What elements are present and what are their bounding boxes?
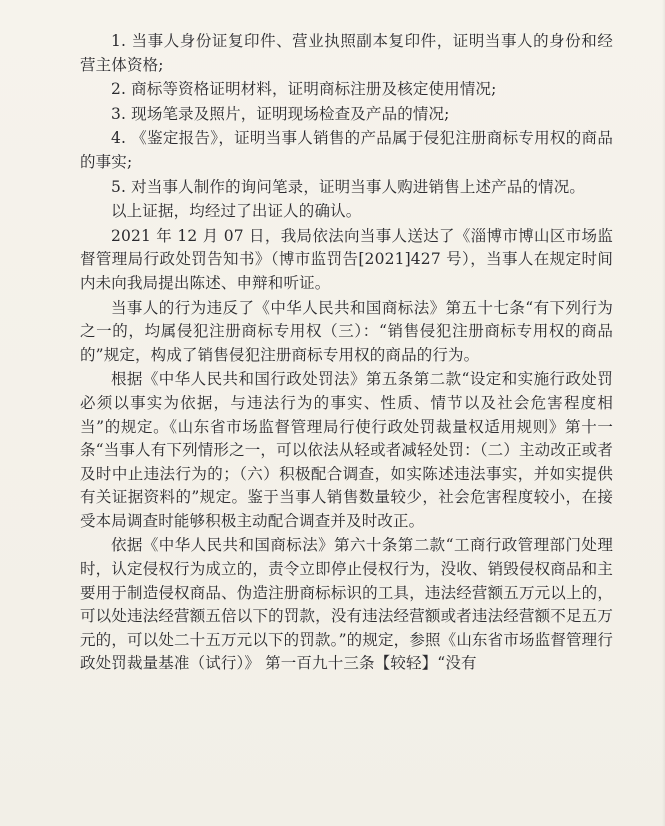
evidence-item-1: 1. 当事人身份证复印件、营业执照副本复印件，证明当事人的身份和经营主体资格; bbox=[80, 32, 613, 74]
penalty-basis-paragraph: 依据《中华人民共和国商标法》第六十条第二款“工商行政管理部门处理时，认定侵权行为成立的，责令立即停止侵权行为，没收、销毁侵权商品和主要用于制造侵权商品、伪造注册商标标识的工具，违法经营额五万元以上的，可以处违法经营额五倍以下的罚款，没有违法经营额或者违法经营额不足五万元的，可以处二十五万元以下的罚款。”的规定，参照《山东省市场监督管理行政处罚裁量基准（试行）》 第一百九十三条【较轻】“没有 bbox=[80, 536, 613, 673]
evidence-item-2: 2. 商标等资格证明材料，证明商标注册及核定使用情况; bbox=[111, 80, 497, 99]
evidence-item-4: 4. 《鉴定报告》，证明当事人销售的产品属于侵犯注册商标专用权的商品的事实; bbox=[80, 129, 613, 171]
notice-delivery-paragraph: 2021 年 12 月 07 日，我局依法向当事人送达了《淄博市博山区市场监督管理局行政处罚告知书》（博市监罚告[2021]427 号），当事人在规定时间内未向我局提出陈述、申辩和听证。 bbox=[80, 226, 613, 292]
evidence-item-3: 3. 现场笔录及照片，证明现场检查及产品的情况; bbox=[111, 104, 450, 123]
mitigation-paragraph: 根据《中华人民共和国行政处罚法》第五条第二款“设定和实施行政处罚必须以事实为依据，与违法行为的事实、性质、情节以及社会危害程度相当”的规定。《山东省市场监督管理局行使行政处罚裁量权适用规则》第十一条“当事人有下列情形之一，可以依法从轻或者减轻处罚：（二）主动改正或者及时中止违法行为的；（六）积极配合调查，如实陈述违法事实，并如实提供有关证据资料的”规定。鉴于当事人销售数量较少，社会危害程度较小，在接受本局调查时能够积极主动配合调查并及时改正。 bbox=[80, 370, 613, 530]
evidence-item-5: 5. 对当事人制作的询问笔录，证明当事人购进销售上述产品的情况。 bbox=[111, 177, 586, 196]
evidence-confirmation: 以上证据，均经过了出证人的确认。 bbox=[111, 202, 362, 221]
violation-paragraph: 当事人的行为违反了《中华人民共和国商标法》第五十七条“有下列行为之一的，均属侵犯注册商标专用权（三）：“销售侵犯注册商标专用权的商品的”规定，构成了销售侵犯注册商标专用权的商品的行为。 bbox=[80, 298, 613, 364]
